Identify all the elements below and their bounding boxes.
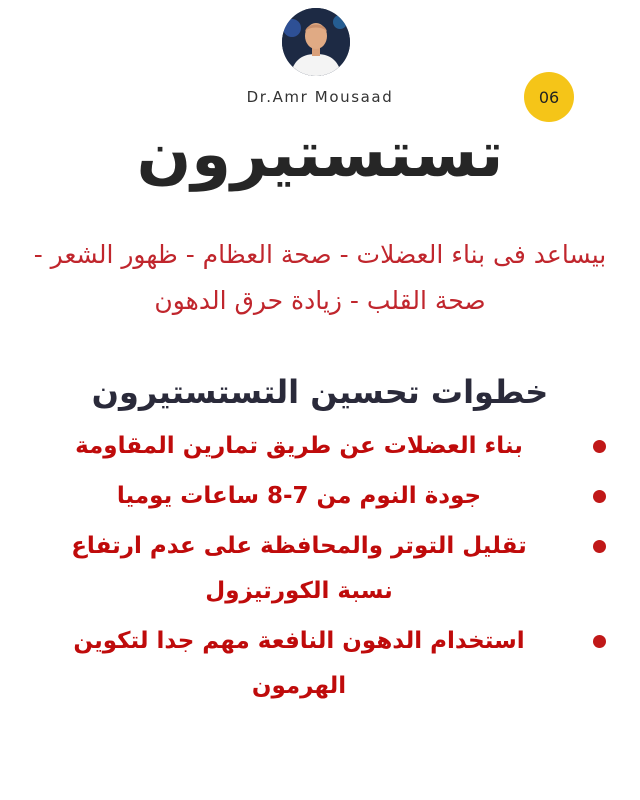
bullet-icon xyxy=(593,490,606,503)
person-portrait-icon xyxy=(282,8,350,76)
list-item xyxy=(40,474,620,519)
steps-heading: خطوات تحسين التستستيرون xyxy=(91,373,549,411)
page-title: تستستيرون xyxy=(136,118,504,192)
bullet-icon xyxy=(593,440,606,453)
page-number: 06 xyxy=(538,87,560,107)
list-item xyxy=(40,619,620,709)
list-item xyxy=(40,524,620,614)
author-name: Dr.Amr Mousaad xyxy=(246,88,394,106)
bullet-icon xyxy=(593,635,606,648)
steps-list xyxy=(40,424,620,714)
step-text: تقليل التوتر والمحافظة على عدم ارتفاع نسبة الكورتيزول xyxy=(71,533,527,604)
step-text: جودة النوم من 7-8 ساعات يوميا xyxy=(116,483,482,509)
bullet-icon xyxy=(593,540,606,553)
benefits-text: بيساعد فى بناء العضلات - صحة العظام - ظهور الشعر - صحة القلب - زيادة حرق الدهون xyxy=(33,240,607,315)
list-item xyxy=(40,424,620,469)
avatar xyxy=(282,8,350,76)
step-text: بناء العضلات عن طريق تمارين المقاومة xyxy=(75,433,523,459)
step-text: استخدام الدهون النافعة مهم جدا لتكوين الهرمون xyxy=(73,628,525,699)
